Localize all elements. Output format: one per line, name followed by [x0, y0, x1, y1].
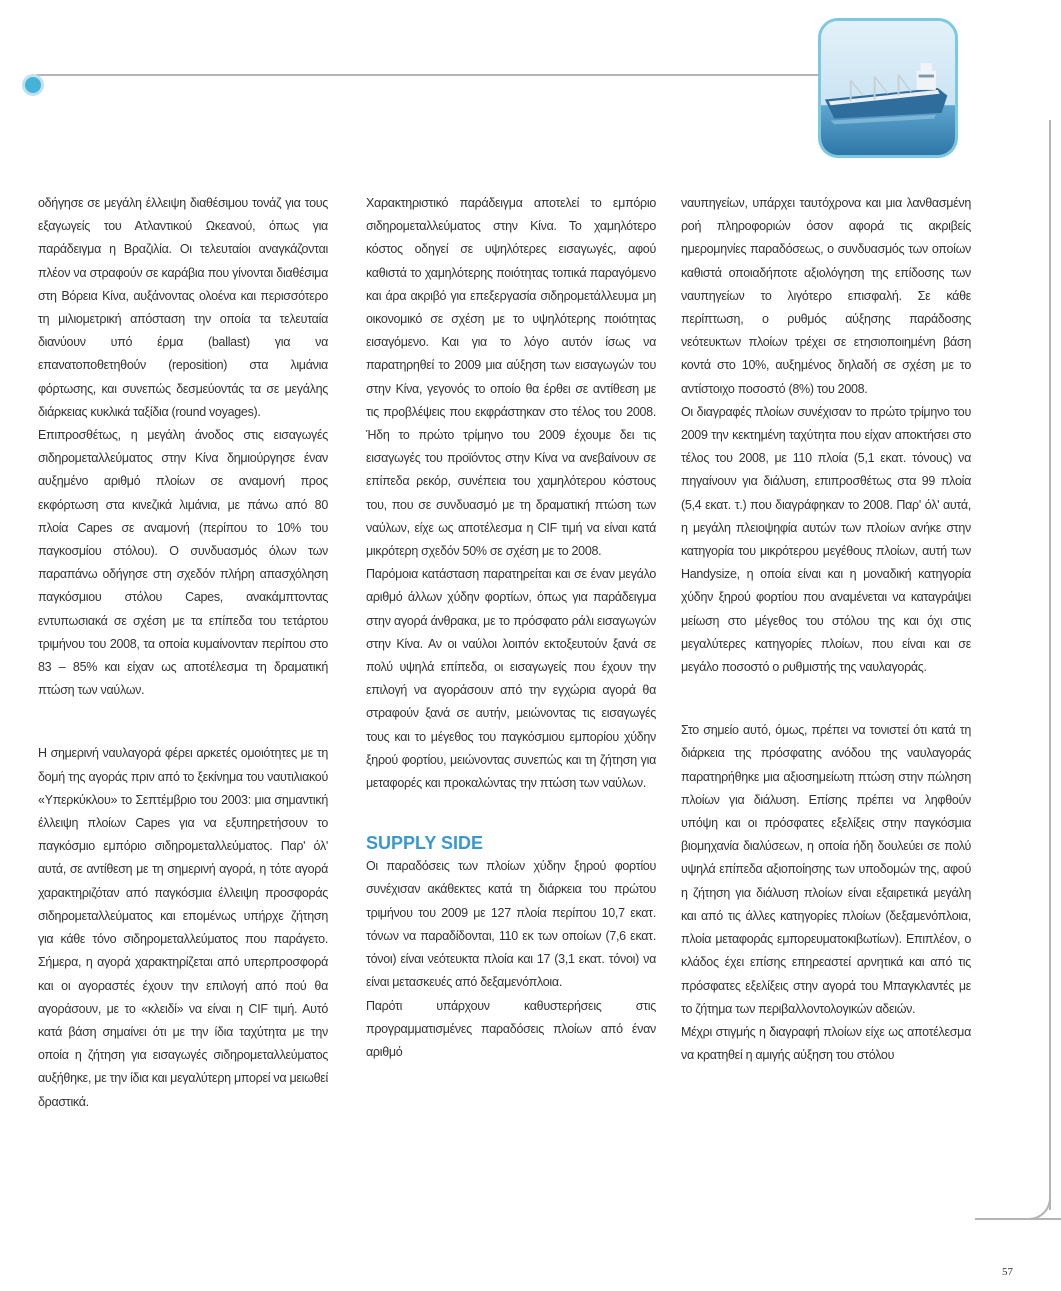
paragraph: Παρόμοια κατάσταση παρατηρείται και σε έναν μεγάλο αριθμό άλλων χύδην φορτίων, όπως για παράδειγμα στην αγορά άνθρακα, με το πρόσφατο ράλι εισαγωγών στην Κίνα. Αν οι ναύλοι λοιπόν εκτοξευτούν ξανά σε πολύ υψηλά επίπεδα, οι εισαγωγείς που έχουν την επιλογή να αγοράσουν από την εγχώρια αγορά θα στραφούν ξανά σε αυτήν, μειώνοντας τις εισαγωγές τους και το μέγεθος του παγκόσμιου εμπορίου χύδην ξηρού φορτίου, μειώνοντας συνεπώς και τη ζήτηση για μεταφορές και προκαλώντας την πτώση των ναύλων. [366, 567, 656, 791]
paragraph: ναυπηγείων, υπάρχει ταυτόχρονα και μια λανθασμένη ροή πληροφοριών όσον αφορά τις ακριβείς ημερομηνίες παραδόσεως, ο συνδυασμός των οποίων καθιστά οποιαδήποτε αξιολόγηση της επίδοσης των ναυπηγείων το λιγότερο επισφαλή. Σε κάθε περίπτωση, ο ρυθμός αύξησης παράδοσης νεότευκτων πλοίων τρέχει σε ετησιοποιημένη βάση κοντά στο 10%, αυξημένος δηλαδή σε σχέση με το αντίστοιχο ποσοστό (8%) του 2008. [681, 196, 971, 396]
accent-dot [22, 74, 44, 96]
section-heading-supply-side: SUPPLY SIDE [366, 833, 484, 854]
paragraph: οδήγησε σε μεγάλη έλλειψη διαθέσιμου τονάζ για τους εξαγωγείς του Ατλαντικού Ωκεανού, όπως για παράδειγμα η Βραζιλία. Οι τελευταίοι αναγκάζονται πλέον να στραφούν σε καράβια που γίνονται διαθέσιμα στη Βόρεια Κίνα, αυξάνοντας ολοένα και περισσότερο τη μιλιομετρική απόσταση την οποία τα τελευταία διανύουν υπό έρμα (ballast) για να επανατοποθετηθούν (reposition) στα λιμάνια φόρτωσης, και συνεπώς δεσμεύοντάς τα σε μεγάλης διάρκειας κυκλικά ταξίδια (round voyages). [38, 196, 328, 419]
paragraph: Η σημερινή ναυλαγορά φέρει αρκετές ομοιότητες με τη δομή της αγοράς πριν από το ξεκίνημα του ναυτιλιακού «Υπερκύκλου» το Σεπτέμβριο του 2003: μια σημαντική έλλειψη πλοίων Capes για να εξυπηρετήσουν το παγκόσμιο εμπόριο σιδηρομεταλλεύματος. Παρ' όλ' αυτά, σε αντίθεση με τη σημερινή αγορά, η τότε αγορά χαρακτηριζόταν από παγκόσμια έλλειψη προσφοράς σιδηρομεταλλεύματος και επομένως υπήρχε ζήτηση για κάθε τόνο σιδηρομεταλλεύματος που παράγετο. Σήμερα, η αγορά χαρακτηρίζεται από υπερπροσφορά και οι αγοραστές έχουν την επιλογή από πού θα αγοράσουν, με το «κλειδί» να είναι η CIF τιμή. Αυτό κατά βάση σημαίνει ότι με την ίδια ταχύτητα με την οποία η ζήτηση για εισαγωγές σιδηρομεταλλεύματος αυξήθηκε, με την ίδια και μεγαλύτερη μπορεί να μειωθεί δραστικά. [38, 746, 328, 1109]
right-frame-line [1049, 120, 1051, 1210]
cargo-ship-photo [818, 18, 958, 158]
page-number: 57 [1002, 1266, 1013, 1278]
paragraph: Επιπροσθέτως, η μεγάλη άνοδος στις εισαγωγές σιδηρομεταλλεύματος στην Κίνα δημιούργησε έναν αυξημένο αριθμό πλοίων σε αναμονή προς εκφόρτωση στα κινεζικά λιμάνια, με πάνω από 80 πλοία Capes σε αναμονή (περίπου το 10% του παγκοσμίου στόλου). Ο συνδυασμός όλων των παραπάνω οδήγησε στη σχεδόν πλήρη απασχόληση παγκόσμιου στόλου Capes, ανακάμπτοντας εντυπωσιακά σε σχέση με τα επίπεδα του τετάρτου τριμήνου του 2008, τα οποία κυμαίνονταν περίπου στο 83 – 85% και είχαν ως αποτέλεσμα τη δραματική πτώση των ναύλων. [38, 428, 328, 698]
text-column-1 [38, 192, 328, 1114]
frame-corner [975, 1180, 1051, 1220]
paragraph: Μέχρι στιγμής η διαγραφή πλοίων είχε ως αποτέλεσμα να κρατηθεί η αμιγής αύξηση του στόλου [681, 1024, 971, 1063]
top-frame-line [36, 74, 826, 76]
paragraph: Οι διαγραφές πλοίων συνέχισαν το πρώτο τρίμηνο του 2009 την κεκτημένη ταχύτητα που είχαν αποκτήσει στο τέλος του 2008, με 110 πλοία (5,1 εκατ. τόνους) να πηγαίνουν για διάλυση, επιπροσθέτως στα 99 πλοία (5,4 εκατ. τ.) που διαγράφηκαν το 2008. Παρ' όλ' αυτά, η μεγάλη πλειοψηφία αυτών των πλοίων ανήκε στην κατηγορία του μικρότερου μεγέθους πλοίων, αυτή των Handysize, η οποία είναι και η μοναδική κατηγορία χύδην ξηρού φορτίου που αναμένεται να καταγράψει μείωση στο μέγεθος του στόλου της και όχι στις μεγαλύτερες κατηγορίες πλοίων, που είναι και σε μεγάλο ποσοστό ο ρυθμιστής της ναυλαγοράς. [681, 404, 971, 675]
text-column-2 [366, 192, 656, 1064]
paragraph: Στο σημείο αυτό, όμως, πρέπει να τονιστεί ότι κατά τη διάρκεια της πρόσφατης ανόδου της ναυλαγοράς παρατηρήθηκε μια αξιοσημείωτη πτώση στην πώληση πλοίων για διάλυση. Επίσης πρέπει να ληφθούν υπόψη και οι πρόσφατες εξελίξεις στην παγκόσμια βιομηχανία διαλύσεων, η οποία ήδη δουλεύει σε πολύ υψηλά επίπεδα αξιοποίησης των υποδομών της, αφού η ζήτηση για διάλυση πλοίων είναι εξαιρετικά μεγάλη και από τις άλλες κατηγορίες πλοίων (δεξαμενόπλοια, πλοία μεταφοράς εμπορευματοκιβωτίων). Επιπλέον, ο κλάδος έχει επίσης επηρεαστεί αρνητικά και από τις πρόσφατες εξελίξεις στην αγορά του Μπαγκλαντές με το ζήτημα των περιβαλλοντολογικών αδειών. [681, 723, 971, 1016]
bottom-frame-line [990, 1218, 1061, 1220]
paragraph: Χαρακτηριστικό παράδειγμα αποτελεί το εμπόριο σιδηρομεταλλεύματος στην Κίνα. Το χαμηλότερο κόστος οδηγεί σε υψηλότερες εισαγωγές, αφού καθιστά το χαμηλότερης ποιότητας τοπικά παραγόμενο και άρα ακριβό για επεξεργασία σιδηρομετάλλευμα μη οικονομικό σε σχέση με το υψηλότερης ποιότητας εισαγόμενο. Και για το λόγο αυτόν ίσως να παρατηρηθεί το 2009 μια αύξηση των εισαγωγών του στην Κίνα, γεγονός το οποίο θα έρθει σε αντίθεση με τις προβλέψεις που εκφράστηκαν στο τέλος του 2008. Ήδη το πρώτο τρίμηνο του 2009 έχουμε δει τις εισαγωγές του προϊόντος στην Κίνα να ανεβαίνουν σε επίπεδα ρεκόρ, συνέπεια του χαμηλότερου κόστους του, που σε συνδυασμό με τη δραματική πτώση των ναύλων, είχε ως αποτέλεσμα η CIF τιμή να είναι κατά μικρότερη σχεδόν 50% σε σχέση με το 2008. [366, 196, 656, 559]
paragraph: Οι παραδόσεις των πλοίων χύδην ξηρού φορτίου συνέχισαν ακάθεκτες κατά τη διάρκεια του πρώτου τριμήνου του 2009 με 127 πλοία περίπου 10,7 εκατ. τόνων να παραδίδονται, 110 εκ των οποίων (7,6 εκατ. τόνοι) είναι νεότευκτα πλοία και 17 (3,1 εκατ. τόνοι) να είναι μετασκευές από δεξαμενόπλοια. [366, 859, 656, 990]
paragraph: Παρότι υπάρχουν καθυστερήσεις στις προγραμματισμένες παραδόσεις πλοίων από έναν αριθμό [366, 998, 656, 1059]
ship-illustration [821, 21, 955, 155]
text-column-3 [681, 192, 971, 1067]
